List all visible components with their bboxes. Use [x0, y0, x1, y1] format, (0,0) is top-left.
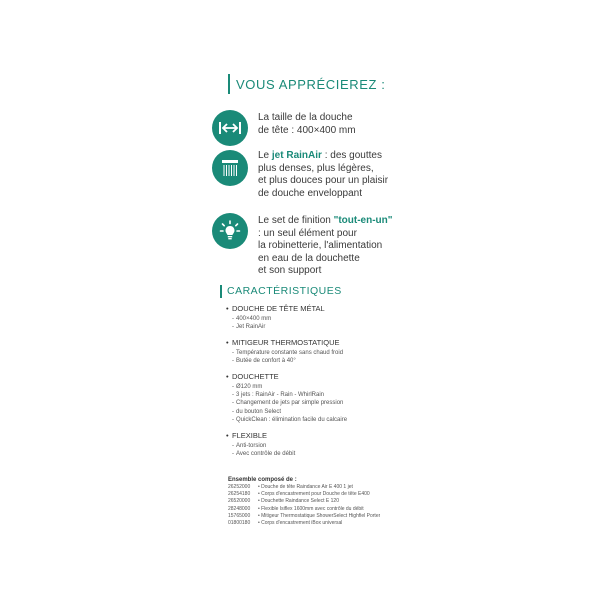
- spec-item: - Anti-torsion: [236, 442, 410, 450]
- feature-text: Le set de finition "tout-en-un" : un seul élément pour la robinetterie, l'alimentation en eau de la douchette et son support: [258, 215, 393, 276]
- header-accent-bar: [228, 74, 230, 94]
- spec-item: - 3 jets : RainAir - Rain - WhirlRain: [236, 391, 410, 399]
- spec-item: - Avec contrôle de débit: [236, 450, 410, 458]
- ensemble-row: 01800180 • Corps d'encastrement iBox universal: [228, 520, 343, 527]
- spec-item: - Butée de confort à 40°: [236, 357, 410, 365]
- section-header: [228, 74, 386, 94]
- spec-item: - du bouton Select: [236, 408, 410, 416]
- spec-group: [220, 304, 410, 332]
- ensemble-title: Ensemble composé de :: [228, 477, 297, 483]
- ensemble-row: 26520000 • Douchette Raindance Select E 120: [228, 498, 339, 505]
- spec-group-title: • DOUCHE DE TÊTE MÉTAL: [232, 304, 410, 314]
- spec-item: - Ø120 mm: [236, 383, 410, 391]
- spec-group: [220, 431, 410, 459]
- spec-header: [220, 284, 410, 298]
- feature-rainair: [212, 150, 398, 200]
- ensemble-list: [228, 476, 428, 527]
- spec-accent-bar: [220, 285, 222, 298]
- spec-title: CARACTÉRISTIQUES: [227, 285, 342, 297]
- shower-head-icon: [212, 150, 248, 186]
- resize-arrows-icon: [212, 110, 248, 146]
- specifications: [220, 284, 410, 458]
- spec-group-title: • DOUCHETTE: [232, 372, 410, 382]
- ensemble-row: 15765000 • Mitigeur Thermostatique ShowerSelect Highfiel Porter: [228, 512, 381, 519]
- spec-item: - 400×400 mm: [236, 315, 410, 323]
- section-title: VOUS APPRÉCIEREZ :: [236, 76, 386, 92]
- lightbulb-icon: [212, 213, 248, 249]
- spec-group-title: • MITIGEUR THERMOSTATIQUE: [232, 338, 410, 348]
- feature-text: Le jet RainAir : des gouttes plus denses, plus légères, et plus douces pour un plaisir de douche enveloppant: [258, 150, 389, 199]
- spec-item: - Température constante sans chaud froid: [236, 349, 410, 357]
- spec-group-title: • FLEXIBLE: [232, 431, 410, 441]
- spec-item: - Jet RainAir: [236, 323, 410, 331]
- feature-size: [212, 110, 398, 146]
- spec-group: [220, 338, 410, 366]
- ensemble-row: 28248000 • Flexible Isiflex 1600mm avec contrôle du débit: [228, 505, 364, 512]
- ensemble-row: 26252000 • Douche de tête Raindance Air E 400 1 jet: [228, 484, 353, 490]
- ensemble-row: 26254180 • Corps d'encastrement pour Douche de tête E400: [228, 491, 370, 498]
- feature-finish-set: [212, 213, 398, 278]
- spec-item: - QuickClean : élimination facile du calcaire: [236, 416, 410, 424]
- spec-item: - Changement de jets par simple pression: [236, 399, 410, 407]
- spec-group: [220, 372, 410, 425]
- feature-text: La taille de la douche de tête : 400×400 mm: [258, 112, 356, 136]
